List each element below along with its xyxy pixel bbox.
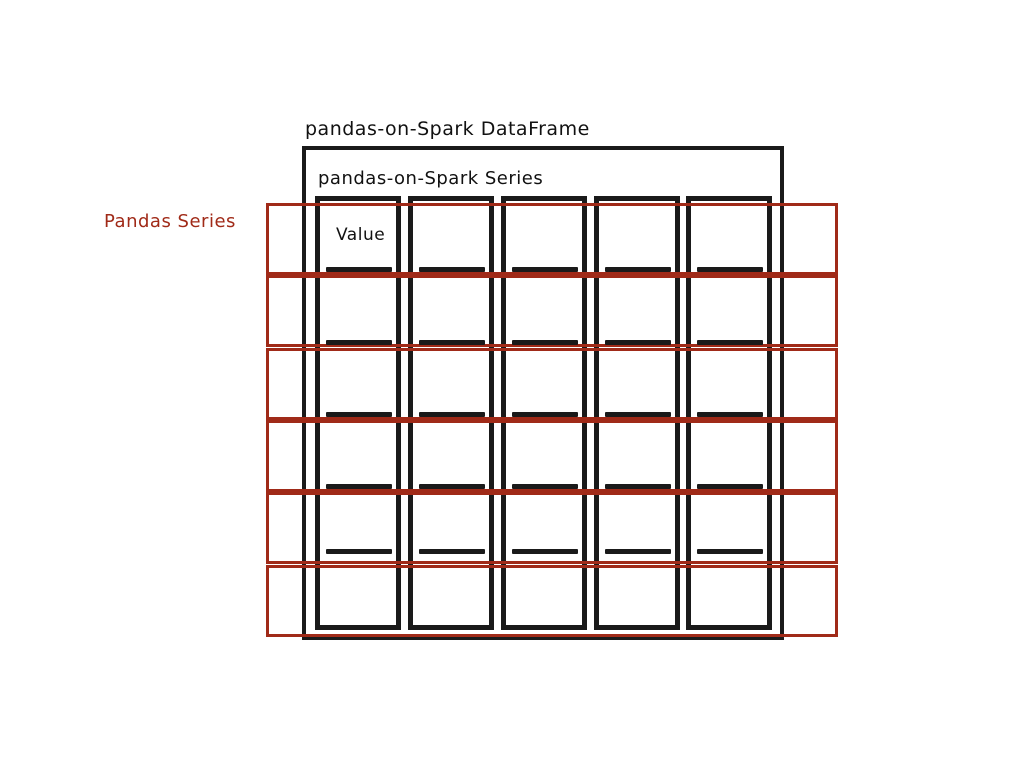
cell-separator-dash (419, 267, 485, 272)
pandas-series-row-3 (266, 348, 838, 420)
cell-separator-dash (605, 549, 671, 554)
cell-separator-dash (605, 412, 671, 417)
pandas-series-row-4 (266, 420, 838, 492)
cell-separator-dash (326, 340, 392, 345)
value-label: Value (336, 225, 386, 245)
cell-separator-dash (697, 267, 763, 272)
pandas-series-row-6 (266, 565, 838, 637)
cell-separator-dash (605, 340, 671, 345)
cell-separator-dash (605, 484, 671, 489)
cell-separator-dash (512, 412, 578, 417)
cell-separator-dash (419, 549, 485, 554)
cell-separator-dash (697, 340, 763, 345)
cell-separator-dash (697, 549, 763, 554)
cell-separator-dash (326, 412, 392, 417)
cell-separator-dash (512, 484, 578, 489)
cell-separator-dash (512, 340, 578, 345)
cell-separator-dash (697, 484, 763, 489)
cell-separator-dash (605, 267, 671, 272)
cell-separator-dash (697, 412, 763, 417)
cell-separator-dash (419, 340, 485, 345)
cell-separator-dash (326, 484, 392, 489)
cell-separator-dash (419, 484, 485, 489)
dataframe-label: pandas-on-Spark DataFrame (305, 118, 590, 140)
cell-separator-dash (326, 267, 392, 272)
cell-separator-dash (512, 549, 578, 554)
cell-separator-dash (326, 549, 392, 554)
spark-series-label: pandas-on-Spark Series (318, 168, 544, 189)
pandas-series-label: Pandas Series (104, 211, 236, 232)
cell-separator-dash (512, 267, 578, 272)
cell-separator-dash (419, 412, 485, 417)
pandas-series-row-2 (266, 275, 838, 347)
